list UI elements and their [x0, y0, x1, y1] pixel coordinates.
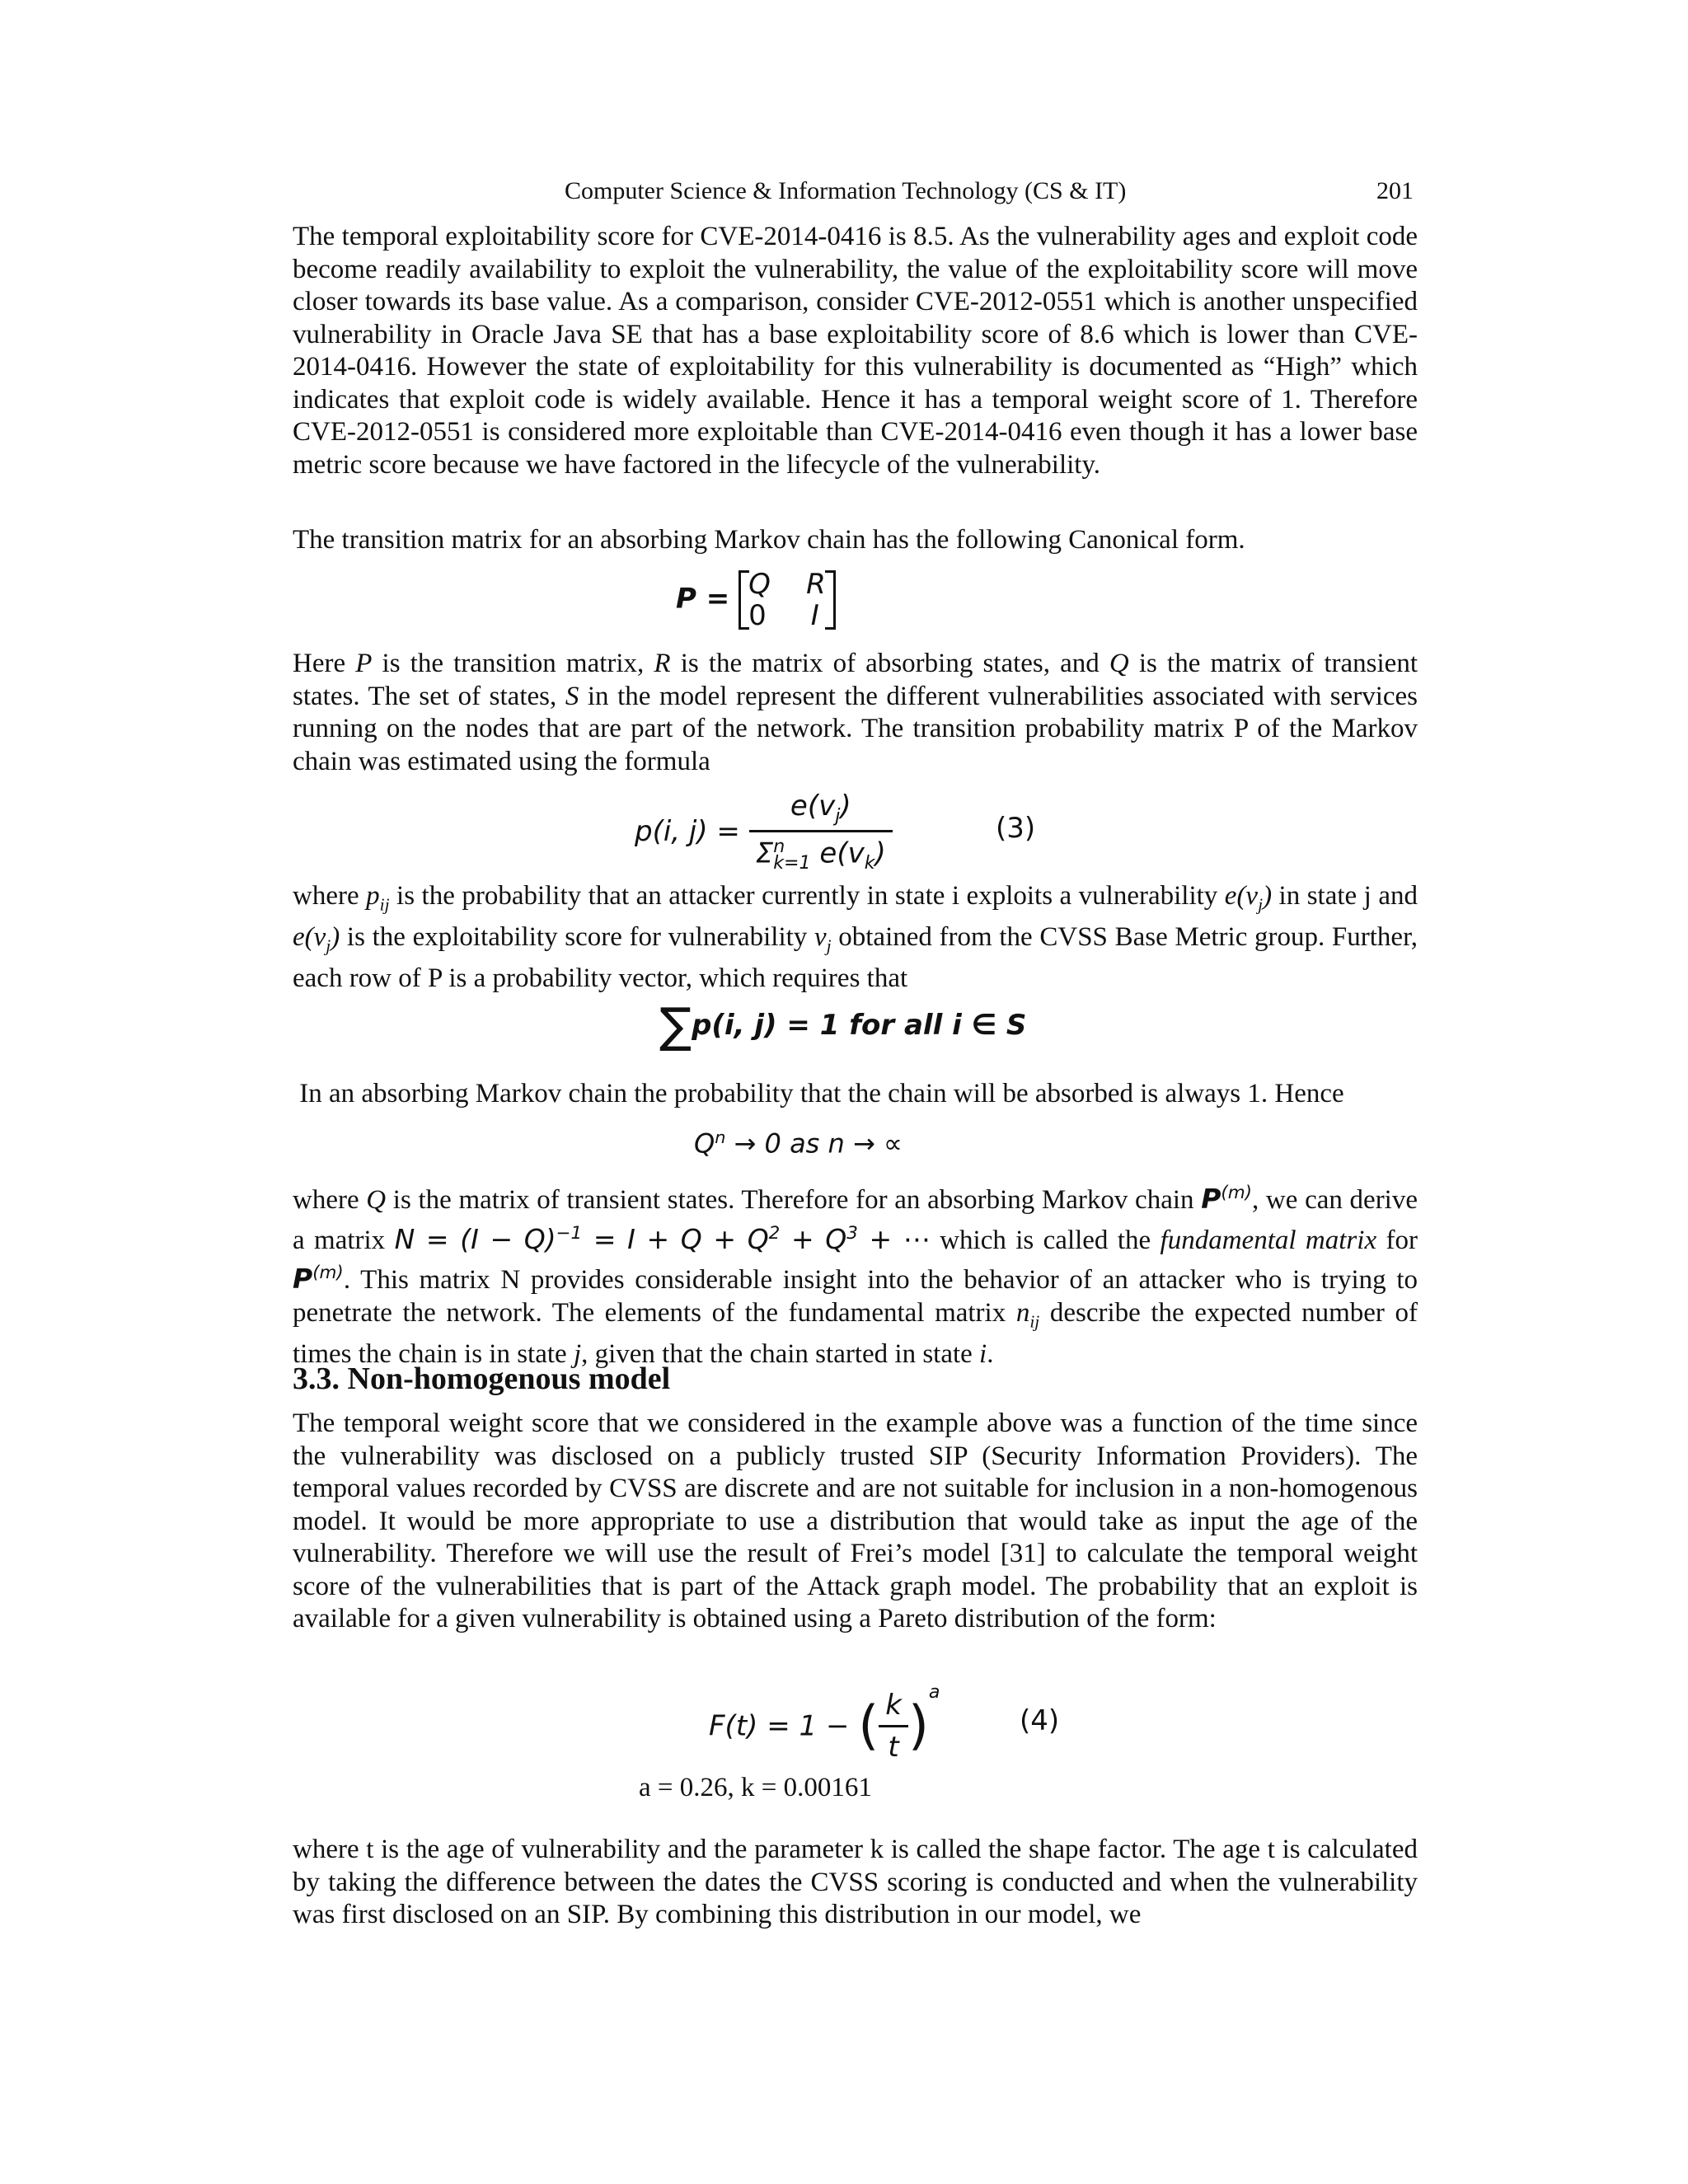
numerator: $e(v_j)$ — [749, 790, 893, 832]
text-run: where — [293, 1185, 367, 1215]
equation-inline: + ⋯ — [857, 1222, 931, 1255]
emphasis: fundamental matrix — [1160, 1225, 1377, 1255]
parameter-values: a = 0.26, k = 0.00161 — [639, 1773, 872, 1802]
symbol: j — [573, 1338, 582, 1369]
superscript: a — [928, 1681, 940, 1703]
symbol: v — [814, 922, 827, 953]
text-run: , we can derive a matrix — [293, 1185, 1418, 1255]
superscript: 2 — [768, 1222, 781, 1244]
symbol: p — [366, 881, 380, 911]
fraction — [879, 1689, 908, 1764]
equation-expression: → 0 as n → ∝ — [725, 1127, 903, 1160]
symbol: e(v — [1224, 881, 1259, 911]
subscript: k=1 — [773, 851, 811, 874]
paragraph-text: The temporal exploitability score for CVE-2014-0416 is 8.5. As the vulnerability ages and exploit code become readily availability to exploit the vulnerability, the value of the exploitability score will move closer towards its base value. As a comparison, consider CVE-2012-0551 which is another unspecified vulnerability in Oracle Java SE that has a base exploitability score of 8.6 which is lower than CVE-2014-0416. However the state of exploitability for this vulnerability is documented as “High” which indicates that exploit code is widely available. Hence it has a temporal weight score of 1. Therefore CVE-2012-0551 is considered more exploitable than CVE-2014-0416 even though it has a lower base metric score because we have factored in the lifecycle of the vulnerability. — [293, 222, 1418, 480]
sigma-symbol: Σ — [755, 837, 774, 870]
equation-lhs: F(t) = 1 − — [709, 1709, 850, 1743]
text-run: in the model represent the different vulnerabilities associated with services running on the nodes that are part of the network. The transition probability matrix P of the Markov chain was estimated using the formula — [293, 681, 1418, 776]
text-run: . — [987, 1338, 994, 1369]
matrix-row — [748, 600, 826, 631]
subscript: k — [864, 851, 875, 874]
subscript: ij — [1029, 1311, 1040, 1332]
denominator-text: e(v — [819, 837, 865, 870]
subscript: ij — [379, 894, 390, 915]
symbol: P — [293, 1263, 313, 1295]
text-run: which is called the — [930, 1225, 1160, 1255]
subscript: j — [826, 935, 832, 956]
text-run: obtained from the CVSS Base Metric group. Further, each row of P is a probability vector, which requires that — [293, 922, 1418, 994]
left-paren: ( — [858, 1695, 879, 1757]
symbol: S — [565, 681, 579, 711]
running-header — [293, 173, 1422, 209]
paragraph-temporal-score — [293, 221, 1418, 481]
text-run: where — [293, 881, 367, 911]
left-bracket — [738, 570, 749, 630]
paragraph-absorption — [293, 1078, 1418, 1111]
subscript: j — [835, 804, 841, 827]
equation-canonical-matrix — [676, 569, 836, 631]
symbol: R — [654, 649, 671, 678]
text-run: Here — [293, 649, 356, 678]
paragraph-transition-matrix — [293, 648, 1418, 778]
equation-limit — [694, 1127, 903, 1160]
equation-number: (3) — [996, 812, 1036, 845]
right-paren: ) — [907, 1695, 929, 1757]
text-run: , given that the chain started in state — [581, 1338, 980, 1369]
equation-3-label — [996, 812, 1035, 845]
matrix-cell: 0 — [748, 599, 767, 632]
symbol: Q — [1109, 649, 1129, 678]
equation-inline: + Q — [780, 1222, 847, 1255]
matrix-cell: I — [810, 599, 819, 632]
section-heading: 3.3. Non-homogenous model — [293, 1361, 671, 1396]
symbol: i — [979, 1338, 987, 1369]
paragraph-age-definition — [293, 1834, 1418, 1932]
right-bracket — [825, 570, 836, 630]
equation-lhs: p(i, j) = — [635, 814, 740, 848]
numerator-text: e(v — [790, 790, 836, 823]
equation-expression: p(i, j) = 1 for all i ∈ S — [692, 1009, 1027, 1042]
paragraph-non-homogenous — [293, 1408, 1418, 1636]
equation-lhs: P = — [676, 582, 730, 616]
text-run: is the matrix of transient states. Therefore for an absorbing Markov chain — [386, 1185, 1202, 1215]
symbol: e(v — [293, 922, 326, 953]
paragraph-text — [293, 648, 1418, 778]
equation-4-label — [1020, 1704, 1059, 1737]
text-run: is the exploitability score for vulnerability — [340, 922, 814, 953]
paragraph-text: In an absorbing Markov chain the probability that the chain will be absorbed is always 1. Hence — [293, 1079, 1344, 1108]
paragraph-text: The transition matrix for an absorbing Markov chain has the following Canonical form. — [293, 525, 1245, 555]
paragraph-text — [293, 1177, 1418, 1371]
text-run: is the probability that an attacker currently in state i exploits a vulnerability — [389, 881, 1225, 911]
symbol: Q — [694, 1127, 715, 1160]
symbol: Q — [366, 1185, 387, 1215]
superscript: (m) — [312, 1263, 344, 1283]
matrix-row — [748, 569, 826, 600]
text-run: describe the expected number of times the chain is in state — [293, 1297, 1418, 1369]
equation-inline: = I + Q + Q — [582, 1222, 769, 1255]
symbol: P — [355, 649, 373, 678]
denominator: $\Sigma^n_{k=1}$ $e(v_k)$ — [755, 835, 886, 874]
paragraph-probability — [293, 880, 1418, 996]
paragraph-text: The temporal weight score that we considered in the example above was a function of the time since the vulnerability was disclosed on a publicly trusted SIP (Security Information Providers). The temporal values recorded by CVSS are discrete and are not suitable for inclusion in a non-homogenous model. It would be more appropriate to use a distribution that would take as input the age of the vulnerability. Therefore we will use the result of Frei’s model [31] to calculate the temporal weight score of the vulnerabilities that is part of the Attack graph model. The probability that an exploit is available for a given vulnerability is obtained using a Pareto distribution of the form: — [293, 1408, 1418, 1633]
symbol: ) — [331, 922, 340, 953]
superscript: (m) — [1221, 1183, 1253, 1203]
paragraph-text: where t is the age of vulnerability and the parameter k is called the shape factor. The age t is calculated by taking the difference between the dates the CVSS scoring is conducted and when the vulnerability was first disclosed on an SIP. By combining this distribution in our model, we — [293, 1835, 1418, 1929]
paragraph-fundamental-matrix — [293, 1177, 1418, 1371]
paragraph-text — [293, 880, 1418, 996]
equation-number: (4) — [1020, 1704, 1060, 1737]
matrix-body — [738, 569, 836, 631]
text-run: is the transition matrix, — [372, 649, 654, 678]
equation-row-sum — [659, 997, 1026, 1053]
denominator: t — [888, 1731, 899, 1764]
matrix-cell: Q — [748, 568, 771, 601]
text-run: is the matrix of transient states. The set of states, — [293, 649, 1418, 711]
paragraph-canonical-form — [293, 524, 1418, 557]
subscript: j — [1258, 894, 1264, 915]
page-number: 201 — [1376, 177, 1414, 204]
symbol: ) — [1263, 881, 1273, 911]
symbol: P — [1201, 1183, 1221, 1215]
equation-inline: N = (I − Q) — [394, 1222, 556, 1255]
numerator: k — [879, 1689, 908, 1727]
text-run: is the matrix of absorbing states, and — [670, 649, 1109, 678]
journal-title: Computer Science & Information Technology (CS & IT) — [565, 177, 1127, 204]
sigma-symbol: ∑ — [659, 997, 692, 1053]
subscript: j — [326, 935, 331, 956]
symbol: n — [1015, 1297, 1030, 1328]
superscript: n — [715, 1127, 726, 1147]
text-run: in state j and — [1272, 881, 1418, 911]
superscript: 3 — [846, 1222, 858, 1244]
text-run: for — [1376, 1225, 1418, 1255]
fraction — [749, 790, 893, 874]
superscript: −1 — [556, 1222, 583, 1244]
superscript: n — [773, 835, 785, 857]
matrix-cell: R — [806, 568, 826, 601]
equation-4 — [709, 1681, 940, 1764]
text-run: . This matrix N provides considerable insight into the behavior of an attacker who is trying to penetrate the network. The elements of the fundamental matrix — [293, 1265, 1418, 1328]
